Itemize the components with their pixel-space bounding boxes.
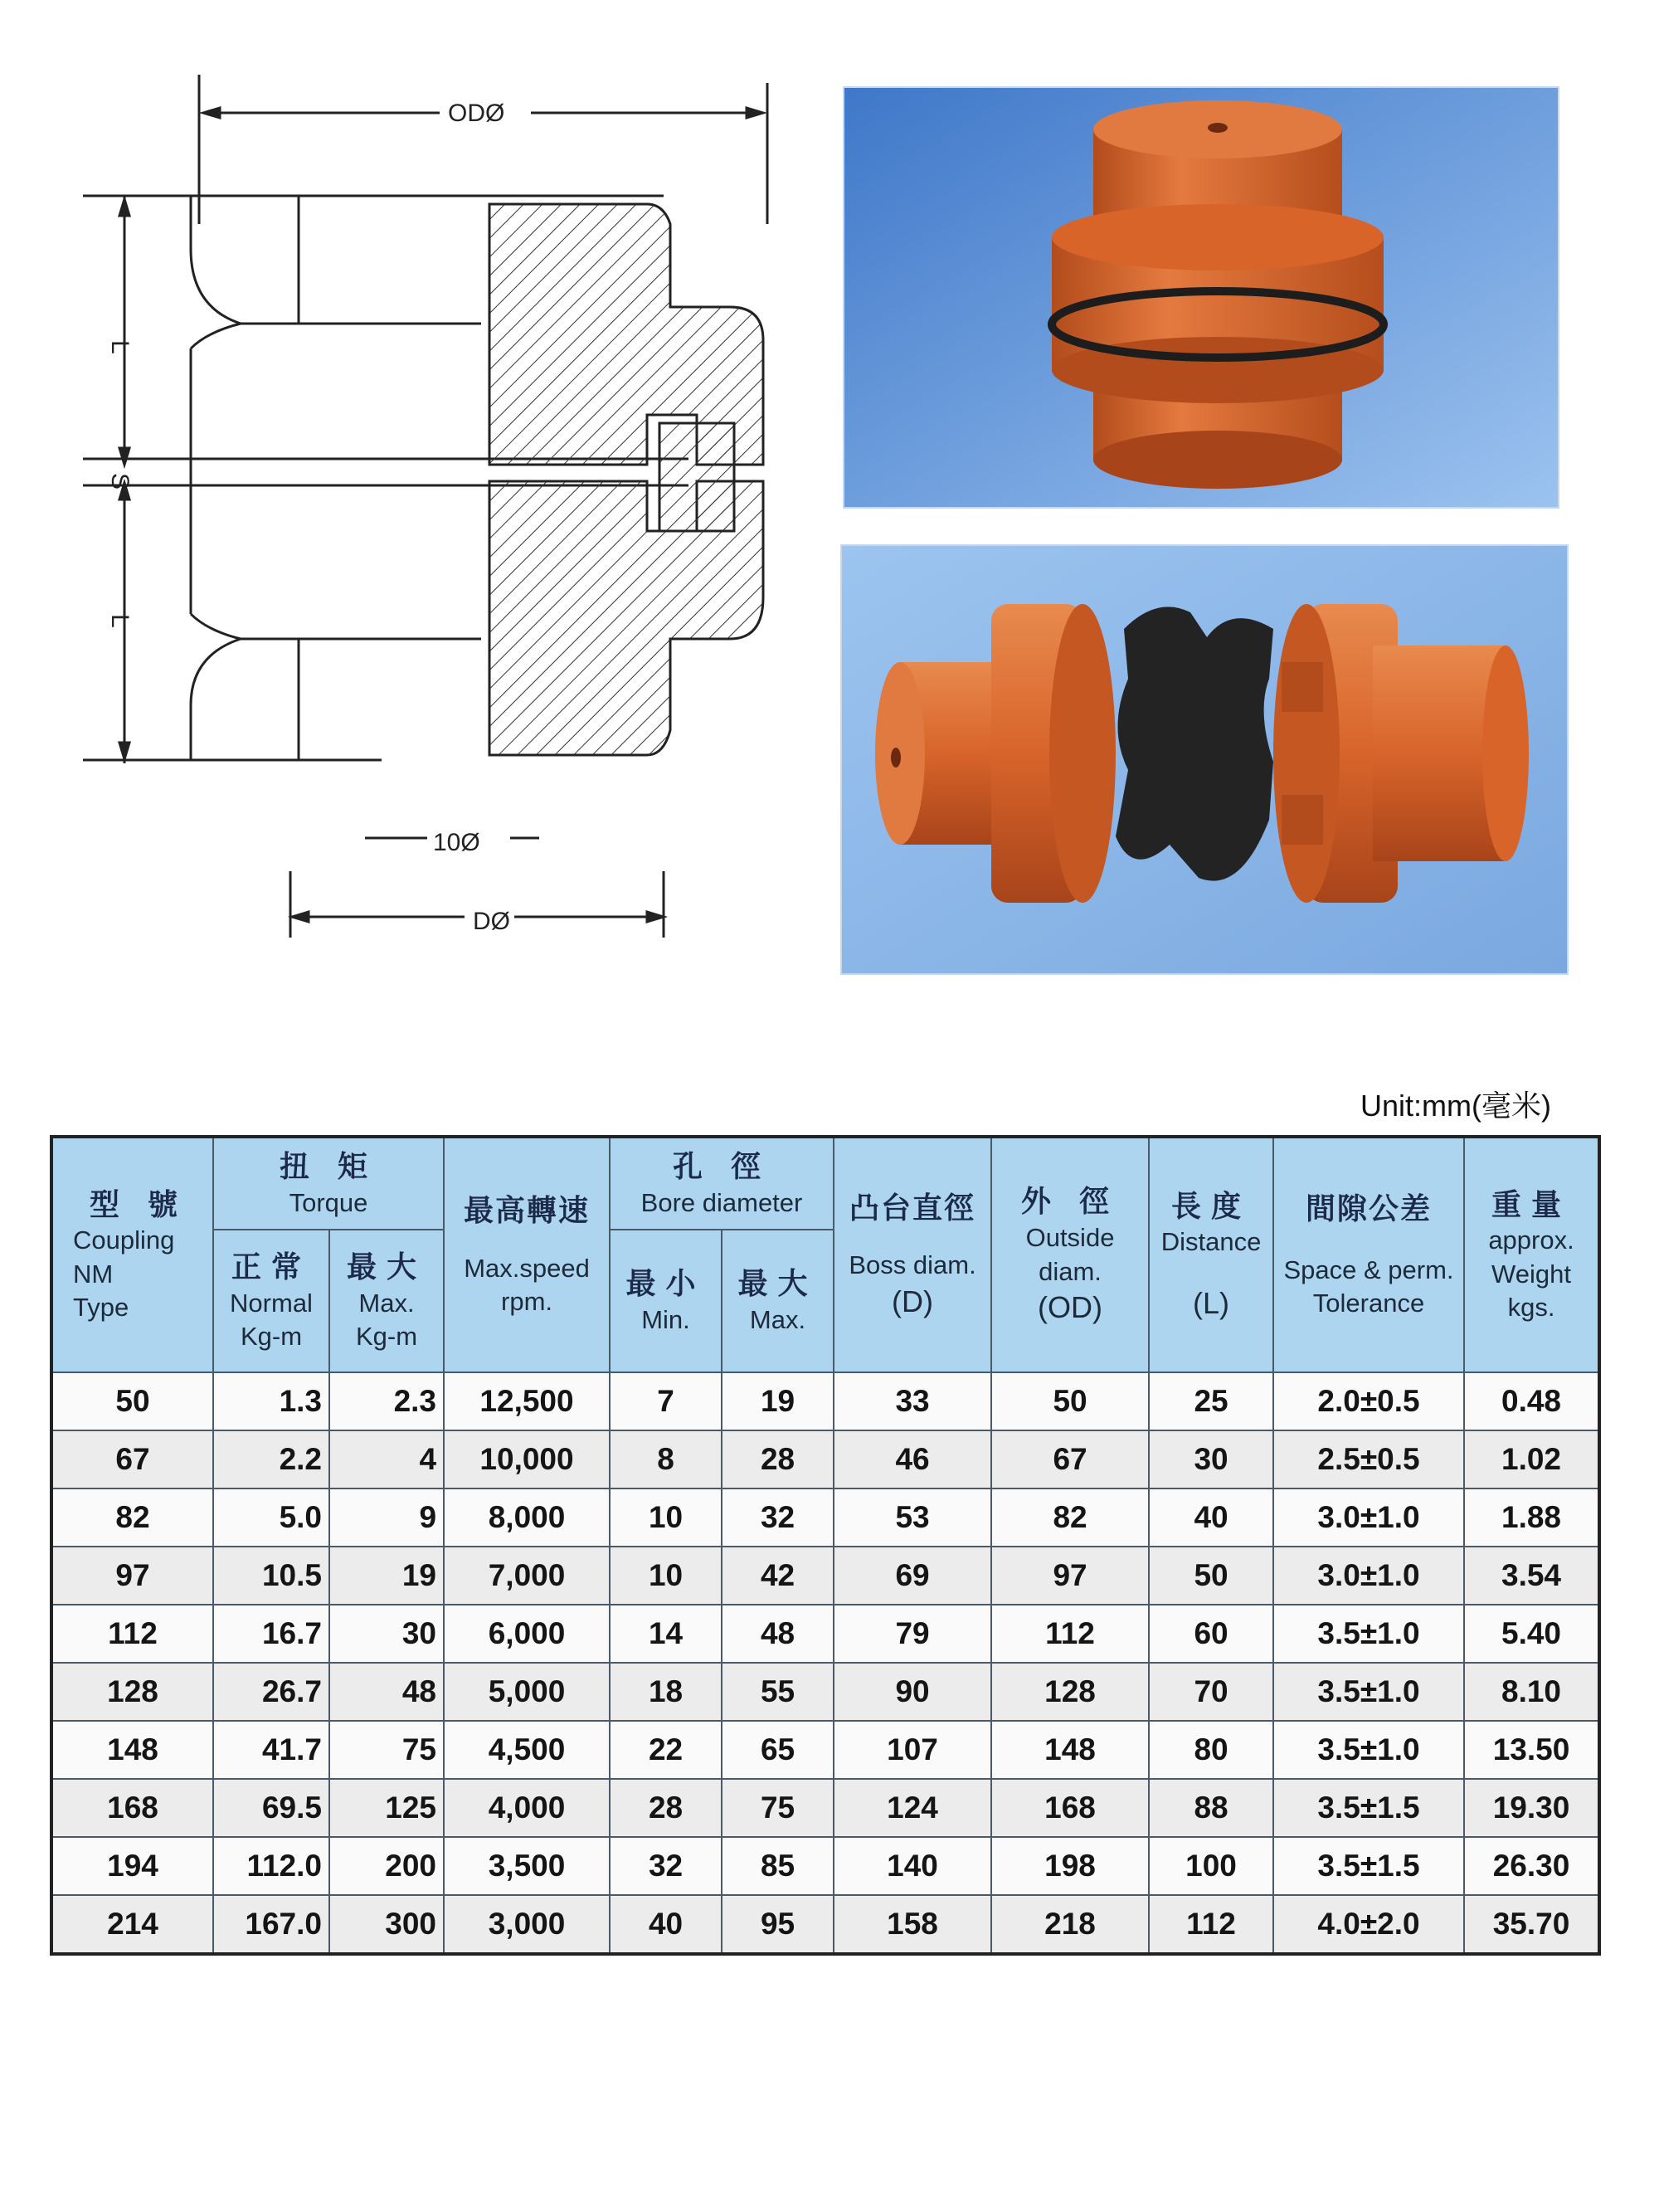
s-dimension-label: S	[106, 473, 134, 490]
l-bottom-dimension-label: L	[106, 614, 134, 628]
table-cell: 18	[610, 1663, 722, 1721]
table-cell: 7,000	[444, 1547, 610, 1605]
table-cell: 65	[722, 1721, 834, 1779]
table-cell: 95	[722, 1895, 834, 1954]
table-cell: 7	[610, 1372, 722, 1430]
table-cell: 60	[1149, 1605, 1273, 1663]
table-cell: 3.54	[1464, 1547, 1599, 1605]
table-cell: 97	[51, 1547, 213, 1605]
table-cell: 14	[610, 1605, 722, 1663]
table-cell: 2.3	[329, 1372, 444, 1430]
table-cell: 3.5±1.0	[1273, 1663, 1464, 1721]
table-cell: 19	[722, 1372, 834, 1430]
assembled-coupling-photo	[843, 86, 1559, 509]
table-row	[51, 1488, 1599, 1547]
table-cell: 4,500	[444, 1721, 610, 1779]
header-max-speed: 最高轉速 Max.speed rpm.	[444, 1137, 610, 1372]
table-cell: 112	[51, 1605, 213, 1663]
table-cell: 158	[834, 1895, 991, 1954]
table-cell: 8,000	[444, 1488, 610, 1547]
table-cell: 88	[1149, 1779, 1273, 1837]
table-cell: 10	[610, 1488, 722, 1547]
table-cell: 0.48	[1464, 1372, 1599, 1430]
table-cell: 82	[51, 1488, 213, 1547]
table-cell: 26.7	[213, 1663, 329, 1721]
table-cell: 148	[51, 1721, 213, 1779]
table-cell: 26.30	[1464, 1837, 1599, 1895]
table-cell: 12,500	[444, 1372, 610, 1430]
table-cell: 2.0±0.5	[1273, 1372, 1464, 1430]
table-cell: 167.0	[213, 1895, 329, 1954]
table-cell: 9	[329, 1488, 444, 1547]
table-cell: 3.5±1.0	[1273, 1721, 1464, 1779]
table-cell: 50	[991, 1372, 1149, 1430]
table-cell: 5.0	[213, 1488, 329, 1547]
header-bore-max: 最大 Max.	[722, 1230, 834, 1372]
table-cell: 10	[610, 1547, 722, 1605]
table-row	[51, 1721, 1599, 1779]
table-cell: 19.30	[1464, 1779, 1599, 1837]
table-cell: 10.5	[213, 1547, 329, 1605]
table-row	[51, 1895, 1599, 1954]
table-cell: 30	[1149, 1430, 1273, 1488]
table-cell: 200	[329, 1837, 444, 1895]
table-cell: 112.0	[213, 1837, 329, 1895]
table-cell: 13.50	[1464, 1721, 1599, 1779]
table-row	[51, 1372, 1599, 1430]
header-outside-diam: 外 徑 Outside diam. (OD)	[991, 1137, 1149, 1372]
table-cell: 1.88	[1464, 1488, 1599, 1547]
table-row	[51, 1430, 1599, 1488]
table-cell: 50	[51, 1372, 213, 1430]
table-cell: 2.5±0.5	[1273, 1430, 1464, 1488]
assembled-coupling-icon	[844, 88, 1558, 507]
table-cell: 140	[834, 1837, 991, 1895]
table-cell: 48	[329, 1663, 444, 1721]
table-cell: 198	[991, 1837, 1149, 1895]
table-cell: 8	[610, 1430, 722, 1488]
table-cell: 3.5±1.5	[1273, 1779, 1464, 1837]
table-cell: 75	[329, 1721, 444, 1779]
od-dimension-label: ODØ	[448, 100, 505, 127]
table-cell: 214	[51, 1895, 213, 1954]
table-row	[51, 1547, 1599, 1605]
table-row	[51, 1779, 1599, 1837]
coupling-spec-table	[50, 1135, 1601, 1956]
table-cell: 3.5±1.0	[1273, 1605, 1464, 1663]
table-cell: 67	[991, 1430, 1149, 1488]
table-cell: 79	[834, 1605, 991, 1663]
table-cell: 28	[610, 1779, 722, 1837]
table-cell: 112	[991, 1605, 1149, 1663]
header-boss-diam: 凸台直徑 Boss diam. (D)	[834, 1137, 991, 1372]
table-cell: 67	[51, 1430, 213, 1488]
table-cell: 5.40	[1464, 1605, 1599, 1663]
table-cell: 10,000	[444, 1430, 610, 1488]
table-cell: 82	[991, 1488, 1149, 1547]
d-dimension-label: DØ	[473, 908, 510, 935]
header-bore-min: 最小 Min.	[610, 1230, 722, 1372]
table-cell: 128	[51, 1663, 213, 1721]
header-weight: 重量 approx. Weight kgs.	[1464, 1137, 1599, 1372]
header-torque: 扭 矩 Torque	[213, 1137, 444, 1230]
table-row	[51, 1605, 1599, 1663]
table-cell: 128	[991, 1663, 1149, 1721]
table-cell: 5,000	[444, 1663, 610, 1721]
table-cell: 48	[722, 1605, 834, 1663]
table-cell: 3,000	[444, 1895, 610, 1954]
table-cell: 32	[722, 1488, 834, 1547]
table-cell: 33	[834, 1372, 991, 1430]
table-cell: 16.7	[213, 1605, 329, 1663]
header-distance: 長度 Distance (L)	[1149, 1137, 1273, 1372]
table-cell: 194	[51, 1837, 213, 1895]
table-cell: 90	[834, 1663, 991, 1721]
table-cell: 2.2	[213, 1430, 329, 1488]
table-cell: 3.0±1.0	[1273, 1488, 1464, 1547]
table-cell: 100	[1149, 1837, 1273, 1895]
table-cell: 53	[834, 1488, 991, 1547]
table-cell: 8.10	[1464, 1663, 1599, 1721]
table-cell: 40	[1149, 1488, 1273, 1547]
table-cell: 168	[991, 1779, 1149, 1837]
table-row	[51, 1663, 1599, 1721]
table-cell: 19	[329, 1547, 444, 1605]
table-cell: 70	[1149, 1663, 1273, 1721]
table-cell: 4.0±2.0	[1273, 1895, 1464, 1954]
table-cell: 6,000	[444, 1605, 610, 1663]
table-cell: 168	[51, 1779, 213, 1837]
bore-dimension-label: 10Ø	[433, 829, 480, 856]
table-cell: 30	[329, 1605, 444, 1663]
table-cell: 125	[329, 1779, 444, 1837]
table-cell: 300	[329, 1895, 444, 1954]
header-space-tolerance: 間隙公差 Space & perm. Tolerance	[1273, 1137, 1464, 1372]
table-cell: 4	[329, 1430, 444, 1488]
header-torque-max: 最大 Max. Kg-m	[329, 1230, 444, 1372]
table-cell: 25	[1149, 1372, 1273, 1430]
table-cell: 85	[722, 1837, 834, 1895]
table-cell: 32	[610, 1837, 722, 1895]
table-cell: 148	[991, 1721, 1149, 1779]
header-type: 型 號 Coupling NM Type	[51, 1137, 213, 1372]
table-row	[51, 1837, 1599, 1895]
table-cell: 40	[610, 1895, 722, 1954]
table-cell: 69	[834, 1547, 991, 1605]
table-cell: 42	[722, 1547, 834, 1605]
table-cell: 55	[722, 1663, 834, 1721]
table-cell: 46	[834, 1430, 991, 1488]
coupling-cross-section-drawing	[50, 58, 796, 962]
table-cell: 3.0±1.0	[1273, 1547, 1464, 1605]
table-cell: 218	[991, 1895, 1149, 1954]
table-cell: 28	[722, 1430, 834, 1488]
table-cell: 112	[1149, 1895, 1273, 1954]
unit-note: Unit:mm(毫米)	[1360, 1089, 1551, 1123]
header-bore-diameter: 孔 徑 Bore diameter	[610, 1137, 834, 1230]
table-cell: 3,500	[444, 1837, 610, 1895]
header-torque-normal: 正常 Normal Kg-m	[213, 1230, 329, 1372]
table-cell: 80	[1149, 1721, 1273, 1779]
table-cell: 35.70	[1464, 1895, 1599, 1954]
table-cell: 69.5	[213, 1779, 329, 1837]
table-cell: 4,000	[444, 1779, 610, 1837]
table-cell: 22	[610, 1721, 722, 1779]
table-cell: 1.3	[213, 1372, 329, 1430]
exploded-coupling-icon	[842, 546, 1567, 973]
table-cell: 75	[722, 1779, 834, 1837]
exploded-coupling-photo	[840, 544, 1569, 975]
table-cell: 124	[834, 1779, 991, 1837]
table-cell: 3.5±1.5	[1273, 1837, 1464, 1895]
table-cell: 107	[834, 1721, 991, 1779]
l-top-dimension-label: L	[106, 340, 134, 354]
table-cell: 1.02	[1464, 1430, 1599, 1488]
table-cell: 50	[1149, 1547, 1273, 1605]
table-cell: 97	[991, 1547, 1149, 1605]
table-cell: 41.7	[213, 1721, 329, 1779]
